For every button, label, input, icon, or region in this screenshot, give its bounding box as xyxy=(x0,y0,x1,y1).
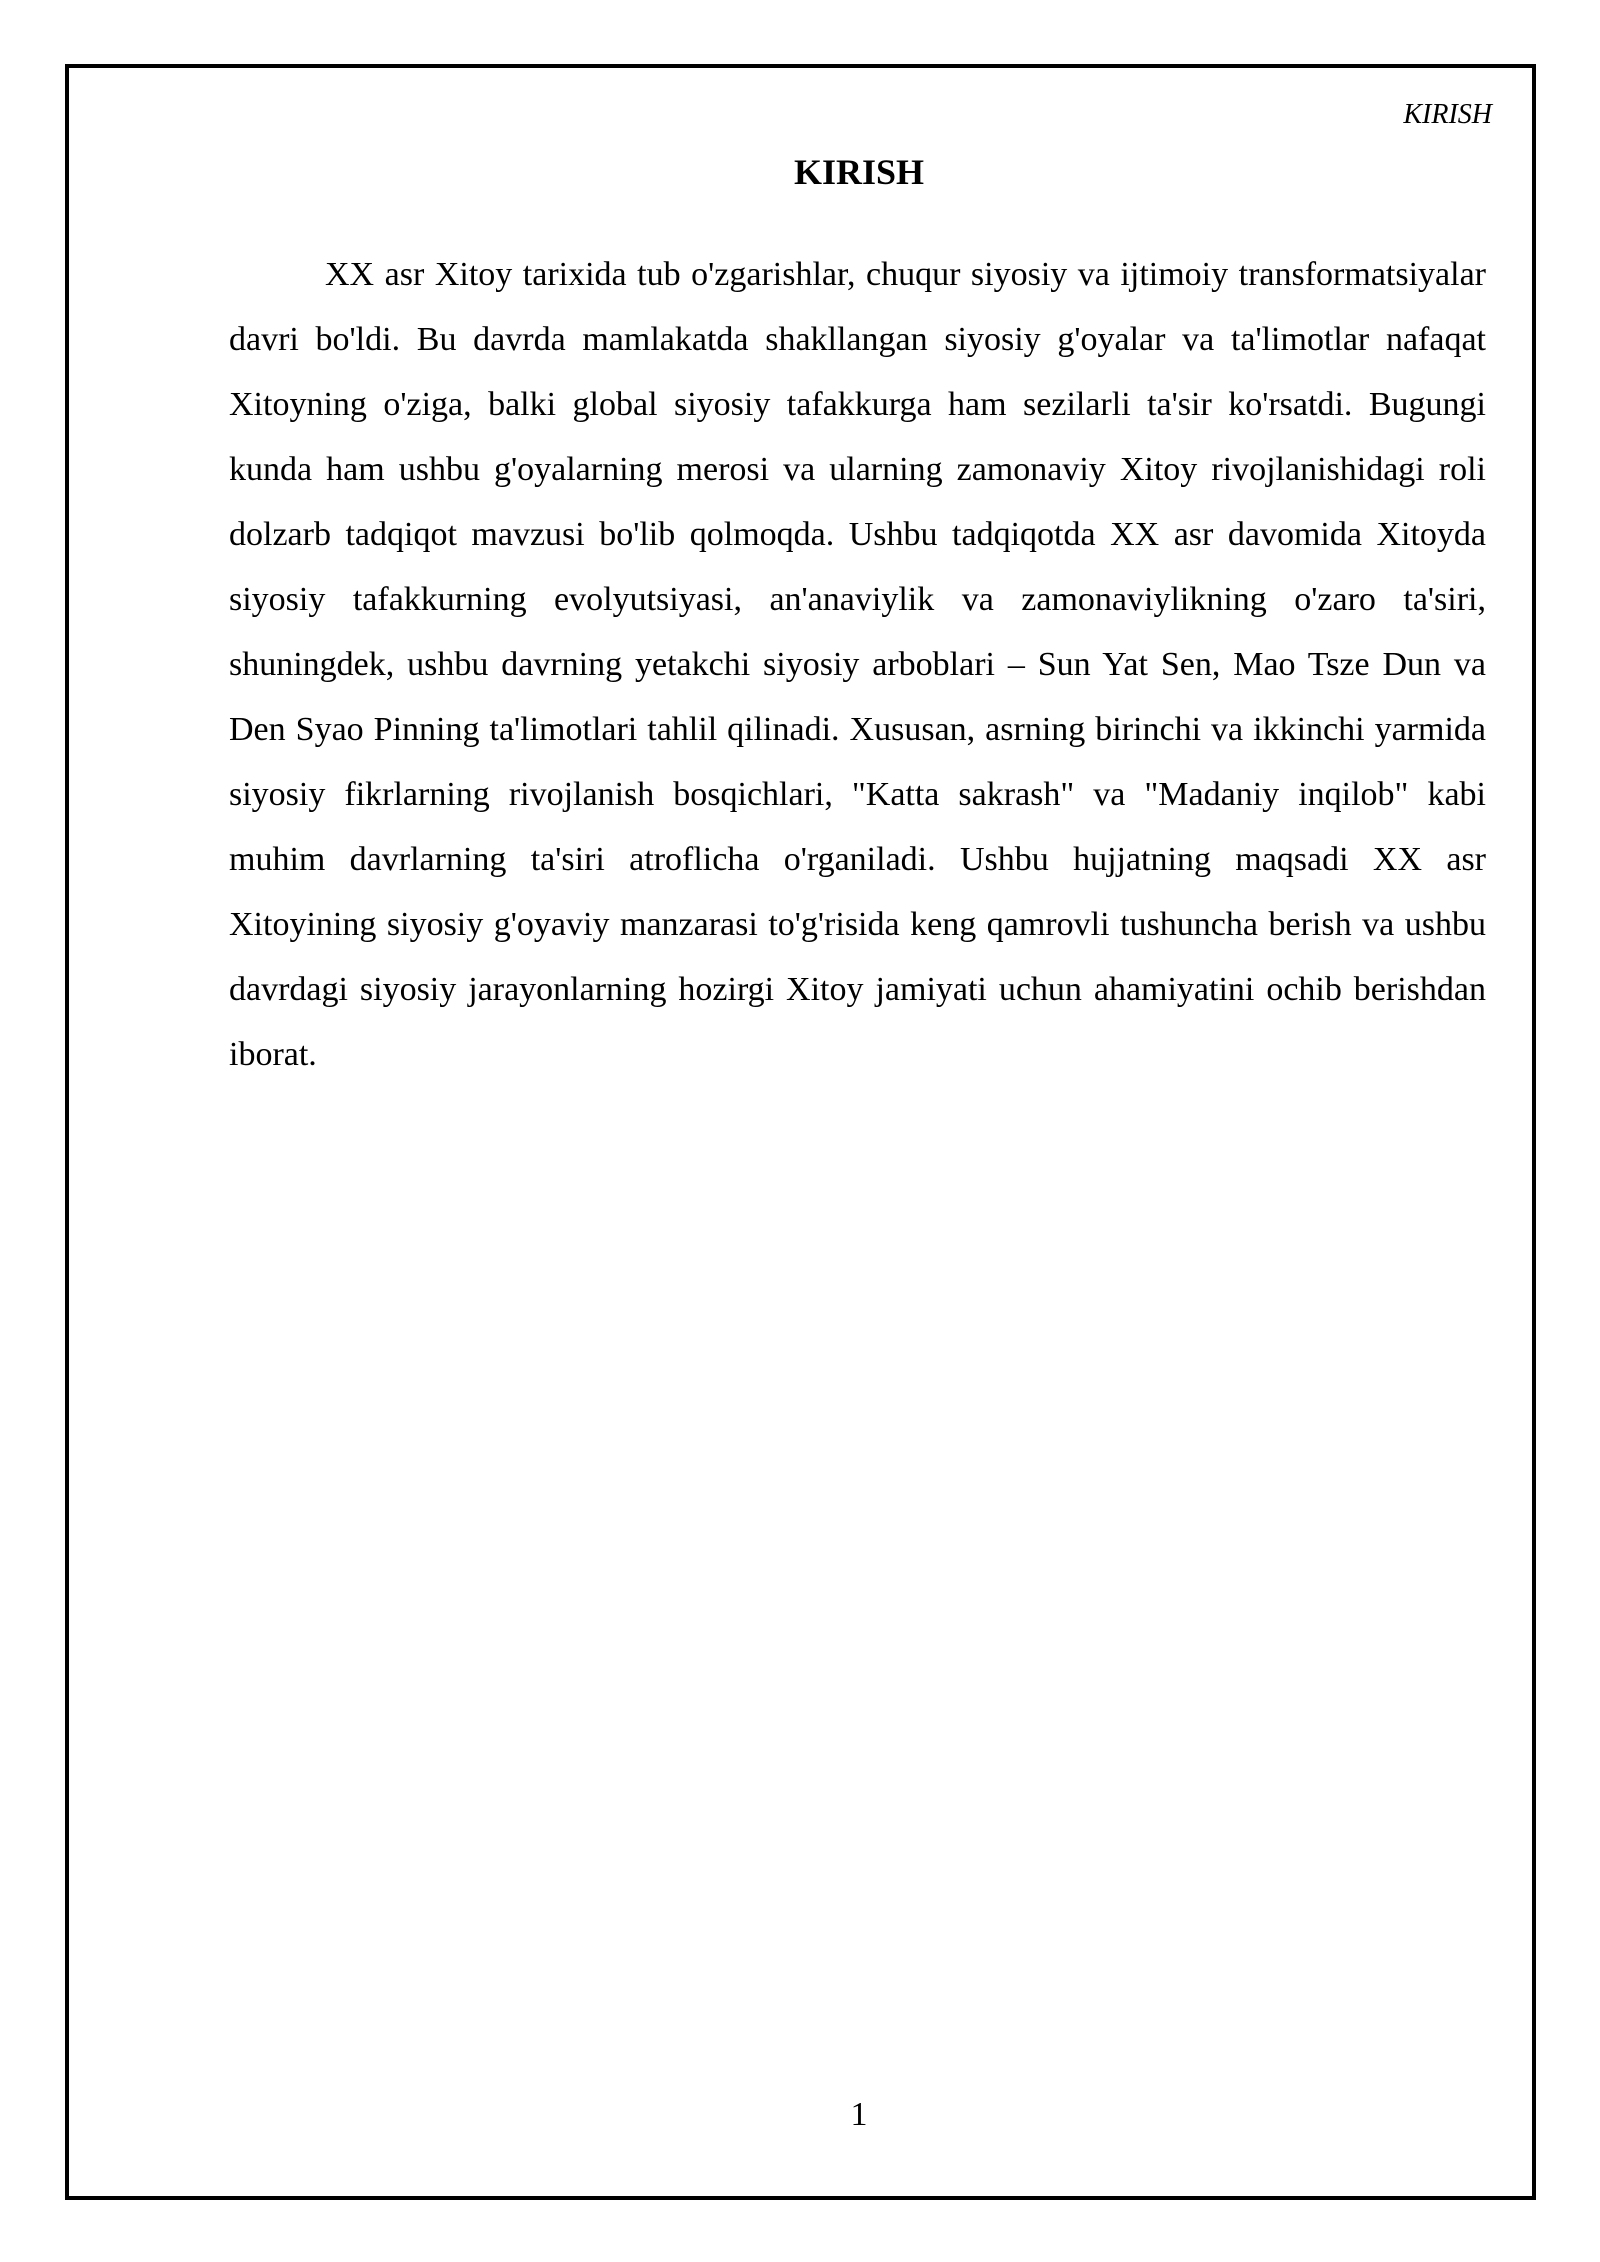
body-paragraph: XX asr Xitoy tarixida tub o'zgarishlar, chuqur siyosiy va ijtimoiy transformatsiyalar davri bo'ldi. Bu davrda mamlakatda shakllangan siyosiy g'oyalar va ta'limotlar nafaqat Xitoyning o'ziga, balki global siyosiy tafakkurga ham sezilarli ta'sir ko'rsatdi. Bugungi kunda ham ushbu g'oyalarning merosi va ularning zamonaviy Xitoy rivojlanishidagi roli dolzarb tadqiqot mavzusi bo'lib qolmoqda. Ushbu tadqiqotda XX asr davomida Xitoyda siyosiy tafakkurning evolyutsiyasi, an'anaviylik va zamonaviylikning o'zaro ta'siri, shuningdek, ushbu davrning yetakchi siyosiy arboblari – Sun Yat Sen, Mao Tsze Dun va Den Syao Pinning ta'limotlari tahlil qilinadi. Xususan, asrning birinchi va ikkinchi yarmida siyosiy fikrlarning rivojlanish bosqichlari, "Katta sakrash" va "Madaniy inqilob" kabi muhim davrlarning ta'siri atroflicha o'rganiladi. Ushbu hujjatning maqsadi XX asr Xitoyining siyosiy g'oyaviy manzarasi to'g'risida keng qamrovli tushuncha berish va ushbu davrdagi siyosiy jarayonlarning hozirgi Xitoy jamiyati uchun ahamiyatini ochib berishdan iborat. xyxy=(229,256,1486,1073)
page-title: KIRISH xyxy=(793,152,925,192)
running-header: KIRISH xyxy=(1403,99,1492,130)
page-number: 1 xyxy=(850,2096,868,2133)
